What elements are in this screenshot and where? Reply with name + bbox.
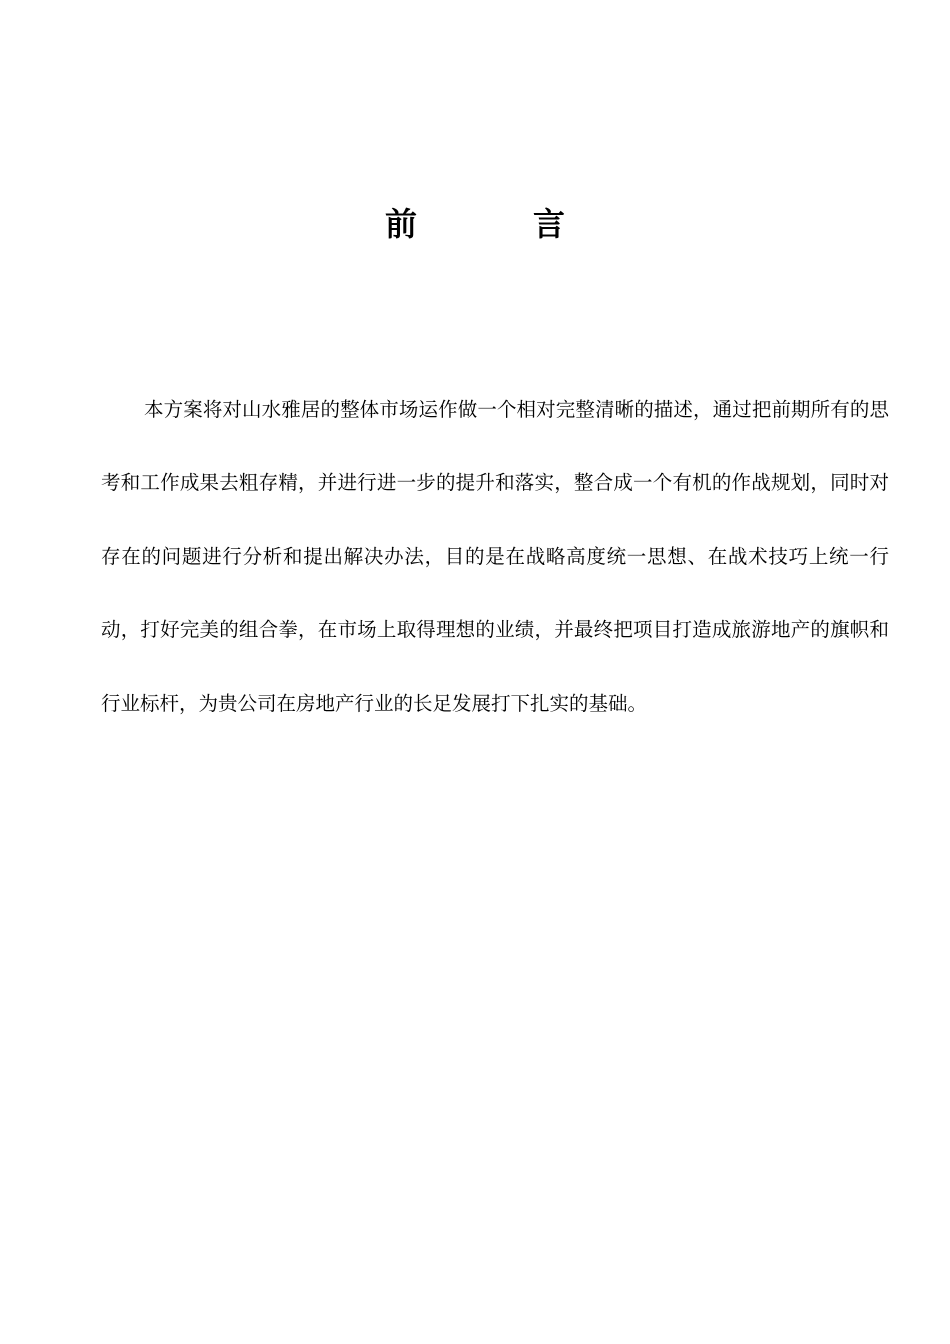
page-title: 前 言 (384, 205, 607, 243)
body-paragraph: 本方案将对山水雅居的整体市场运作做一个相对完整清晰的描述，通过把前期所有的思考和工作成果去粗存精，并进行进一步的提升和落实，整合成一个有机的作战规划，同时对存在的问题进行分析和提出解决办法，目的是在战略高度统一思想、在战术技巧上统一行动，打好完美的组合拳，在市场上取得理想的业绩，并最终把项目打造成旅游地产的旗帜和行业标杆，为贵公司在房地产行业的长足发展打下扎实的基础。 (101, 398, 889, 715)
